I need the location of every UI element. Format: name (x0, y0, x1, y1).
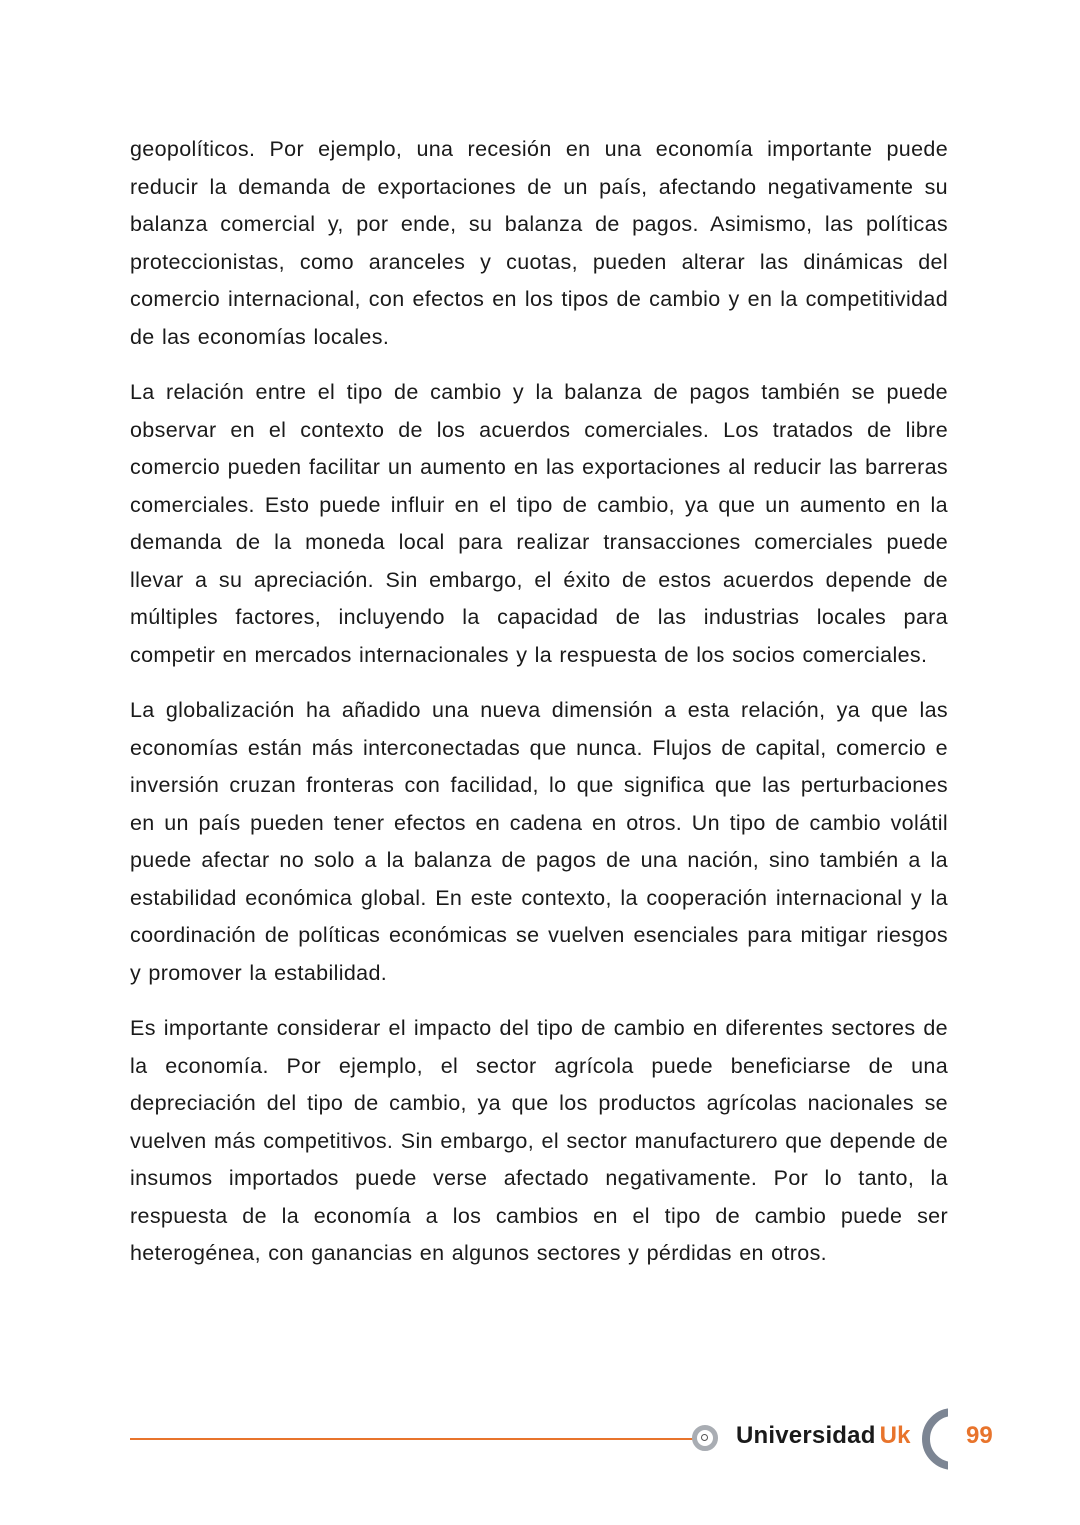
footer-divider (130, 1438, 696, 1440)
paragraph: geopolíticos. Por ejemplo, una recesión en una economía importante puede reducir la demanda de exportaciones de un país, afectando negativamente su balanza comercial y, por ende, su balanza de pagos. Asimismo, las políticas proteccionistas, como aranceles y cuotas, pueden alterar las dinámicas del comercio internacional, con efectos en los tipos de cambio y en la competitividad de las economías locales. (130, 137, 948, 349)
brand-name: Universidad (736, 1422, 876, 1449)
brand-suffix: Uk (879, 1422, 911, 1449)
page-number: 99 (966, 1422, 993, 1449)
footer-brand (736, 1422, 911, 1450)
paragraph: Es importante considerar el impacto del tipo de cambio en diferentes sectores de la economía. Por ejemplo, el sector agrícola puede beneficiarse de una depreciación del tipo de cambio, ya que los productos agrícolas nacionales se vuelven más competitivos. Sin embargo, el sector manufacturero que depende de insumos importados puede verse afectado negativamente. Por lo tanto, la respuesta de la economía a los cambios en el tipo de cambio puede ser heterogénea, con ganancias en algunos sectores y pérdidas en otros. (130, 1016, 948, 1265)
paragraph: La globalización ha añadido una nueva dimensión a esta relación, ya que las economías están más interconectadas que nunca. Flujos de capital, comercio e inversión cruzan fronteras con facilidad, lo que significa que las perturbaciones en un país pueden tener efectos en cadena en otros. Un tipo de cambio volátil puede afectar no solo a la balanza de pagos de una nación, sino también a la estabilidad económica global. En este contexto, la cooperación internacional y la coordinación de políticas económicas se vuelven esenciales para mitigar riesgos y promover la estabilidad. (130, 698, 948, 985)
paragraph: La relación entre el tipo de cambio y la balanza de pagos también se puede observar en el contexto de los acuerdos comerciales. Los tratados de libre comercio pueden facilitar un aumento en las exportaciones al reducir las barreras comerciales. Esto puede influir en el tipo de cambio, ya que un aumento en la demanda de la moneda local para realizar transacciones comerciales puede llevar a su apreciación. Sin embargo, el éxito de estos acuerdos depende de múltiples factores, incluyendo la capacidad de las industrias locales para competir en mercados internacionales y la respuesta de los socios comerciales. (130, 380, 948, 667)
page-body (130, 131, 948, 1291)
ring-icon (692, 1425, 718, 1451)
